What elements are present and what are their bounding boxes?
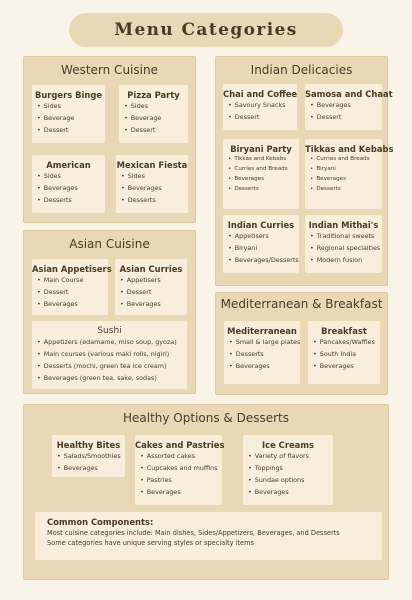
card-title: Healthy Bites [56,440,121,450]
common-components-line: Some categories have unique serving styles or specialty items [47,539,254,547]
list-item: • Sides [37,170,105,182]
list-item: • Beverages (green tea, sake, sodas) [37,372,187,384]
card-asian-appetisers [32,259,112,315]
section-indian-delicacies [215,56,394,286]
list-item: • Assorted cakes [140,450,222,462]
section-western-cuisine [23,56,196,223]
card-mediterranean [224,321,300,384]
list-item: • Savoury Snacks [228,99,297,111]
common-components-box [35,512,382,560]
list-item: • Beverages [229,360,300,372]
section-asian-cuisine [23,230,196,394]
list-item: • Curries and Breads [228,164,299,174]
list-item: • Dessert [228,111,297,123]
list-item: • Dessert [37,286,108,298]
card-title: Burgers Binge [34,90,103,100]
card-asian-curries [115,259,187,315]
list-item: • Small & large plates [229,336,300,348]
card-indian-mithais [305,215,382,273]
card-title: Chai and Coffee [223,89,298,99]
card-biryani-party [223,139,299,209]
list-item: • Pancakes/Waffles [313,336,380,348]
card-title: Sushi [97,326,122,336]
list-item: • Biryani [228,242,299,254]
card-title: Indian Mithai's [308,220,379,230]
list-item: • Main courses (various maki rolls, nigiri) [37,348,187,360]
list-item: • Tikkas and Kebabs [228,154,299,164]
list-item: • Beverages [310,174,382,184]
card-title: Biryani Party [230,144,292,154]
list-item: • Appetizers (edamame, miso soup, gyoza) [37,336,187,348]
list-item: • Beverages [313,360,380,372]
list-item: • Beverages [37,182,105,194]
list-item: • Sides [124,100,188,112]
list-item: • Beverage [37,112,105,124]
list-item: • Curries and Breads [310,154,382,164]
section-title: Western Cuisine [61,63,158,77]
card-title: Cakes and Pastries [135,440,225,450]
list-item: • Modern fusion [310,254,382,266]
card-ice-creams [243,435,333,505]
list-item: • Pastries [140,474,222,486]
list-item: • Sundae options [248,474,333,486]
card-chai-and-coffee [223,84,297,130]
card-cakes-and-pastries [135,435,225,505]
card-title: Asian Curries [119,264,183,274]
list-item: • Regional specialties [310,242,382,254]
list-item: • Desserts [229,348,300,360]
list-item: • Beverages/Desserts [228,254,299,266]
list-item: • Beverages [121,182,188,194]
card-title: Tikkas and Kebabs [305,144,394,154]
list-item: • Sides [37,100,105,112]
card-american [32,155,105,213]
card-title: Pizza Party [127,90,180,100]
card-healthy-bites [52,435,125,477]
list-item: • Desserts [121,194,188,206]
section-title: Indian Delicacies [250,63,353,77]
card-title: Samosa and Chaat [305,89,393,99]
list-item: • Appetisers [120,274,187,286]
card-sushi [32,321,187,389]
card-tikkas-and-kebabs [305,139,394,209]
section-healthy-options-desserts [23,404,389,580]
card-mexican-fiesta [116,155,188,213]
section-title: Asian Cuisine [69,237,150,251]
card-indian-curries [223,215,299,273]
list-item: • South India [313,348,380,360]
list-item: • Toppings [248,462,333,474]
card-title: Breakfast [321,326,367,336]
section-title: Healthy Options & Desserts [122,411,289,425]
card-title: Indian Curries [227,220,295,230]
card-samosa-and-chaat [305,84,393,130]
list-item: • Dessert [310,111,382,123]
list-item: • Cupcakes and muffins [140,462,222,474]
list-item: • Beverages [57,462,125,474]
list-item: • Desserts [310,184,382,194]
list-item: • Beverages [248,486,333,498]
list-item: • Salads/Smoothies [57,450,125,462]
list-item: • Dessert [37,124,105,136]
list-item: • Beverages [310,99,382,111]
page-title: Menu Categories [114,20,298,40]
card-title: Mediterranean [227,326,297,336]
list-item: • Traditional sweets [310,230,382,242]
list-item: • Desserts [228,184,299,194]
list-item: • Appetisers [228,230,299,242]
section-mediterranean-breakfast [215,292,388,395]
list-item: • Biryani [310,164,382,174]
card-burgers-binge [32,85,105,143]
list-item: • Desserts (mochi, green tea ice cream) [37,360,187,372]
card-title: American [46,160,91,170]
common-components-title: Common Components: [47,517,154,527]
card-title: Mexican Fiesta [116,160,188,170]
card-title: Asian Appetisers [32,264,112,274]
list-item: • Beverage [124,112,188,124]
card-title: Ice Creams [262,440,314,450]
list-item: • Variety of flavors [248,450,333,462]
list-item: • Beverages [140,486,222,498]
list-item: • Beverages [228,174,299,184]
list-item: • Dessert [124,124,188,136]
list-item: • Desserts [37,194,105,206]
card-breakfast [308,321,380,384]
list-item: • Beverages [120,298,187,310]
page-title-pill [69,13,343,47]
list-item: • Dessert [120,286,187,298]
list-item: • Sides [121,170,188,182]
list-item: • Main Course [37,274,108,286]
section-title: Mediterranean & Breakfast [220,297,383,311]
list-item: • Beverages [37,298,108,310]
card-pizza-party [119,85,188,143]
common-components-line: Most cuisine categories include: Main dishes, Sides/Appetizers, Beverages, and Desserts [47,529,340,537]
